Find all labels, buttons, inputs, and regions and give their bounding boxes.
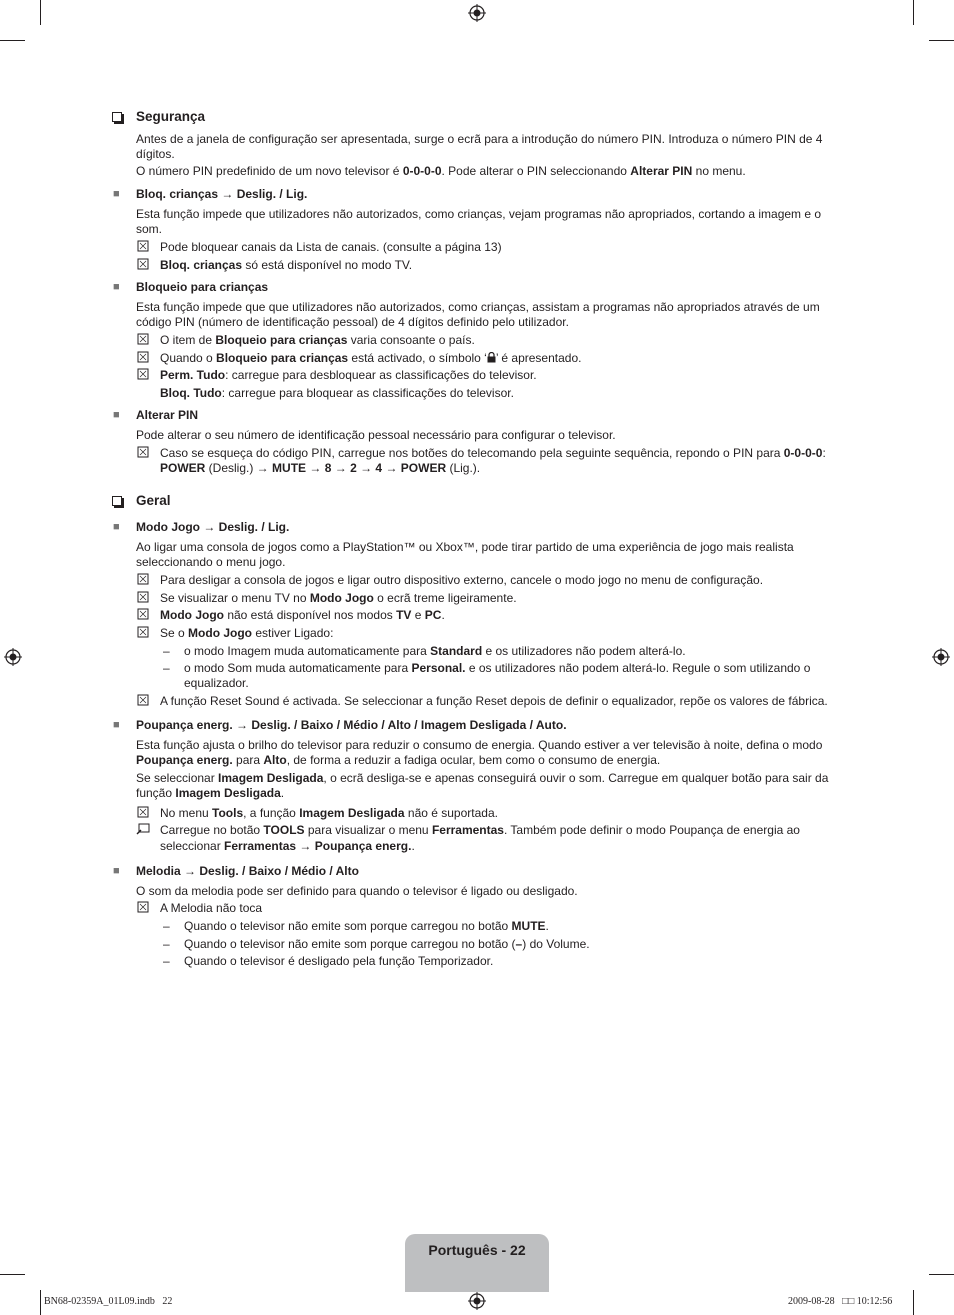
dash-item: Quando o televisor não emite som porque carregou no botão (–) do Volume. bbox=[184, 937, 590, 951]
note-text: Se visualizar o menu TV no Modo Jogo o ecrã treme ligeiramente. bbox=[160, 591, 517, 605]
crop-mark bbox=[0, 40, 25, 41]
section-title-seguranca: Segurança bbox=[136, 109, 206, 124]
note-text: Quando o Bloqueio para crianças está activado, o símbolo ‘ ’ é apresentado. bbox=[160, 351, 582, 365]
crop-mark bbox=[913, 0, 914, 25]
subheading-bloq-criancas: Bloq. crianças → Deslig. / Lig. bbox=[136, 187, 308, 201]
dash-bullet: – bbox=[163, 954, 170, 968]
note-icon bbox=[137, 240, 149, 252]
paragraph: seleccionando o menu jogo. bbox=[136, 555, 286, 569]
square-bullet-icon: ■ bbox=[113, 281, 120, 293]
paragraph: código PIN (número de identificação pessoal) de 4 dígitos definido pelo utilizador. bbox=[136, 315, 569, 329]
note-icon bbox=[137, 368, 149, 380]
crop-mark bbox=[40, 0, 41, 25]
note-icon bbox=[137, 258, 149, 270]
note-icon bbox=[137, 694, 149, 706]
registration-mark-icon bbox=[932, 648, 950, 666]
seguranca-intro: dígitos. bbox=[136, 147, 175, 161]
dash-bullet: – bbox=[163, 919, 170, 933]
subheading-alterar-pin: Alterar PIN bbox=[136, 408, 199, 422]
note-text: Se o Modo Jogo estiver Ligado: bbox=[160, 626, 334, 640]
note-icon bbox=[137, 333, 149, 345]
checkbox-icon bbox=[112, 496, 122, 506]
dash-bullet: – bbox=[163, 661, 170, 675]
paragraph: Pode alterar o seu número de identificação pessoal necessário para configurar o televisor. bbox=[136, 428, 616, 442]
paragraph: Esta função impede que utilizadores não autorizados, como crianças, vejam programas não apropriados, cortando a imagem e o bbox=[136, 207, 822, 221]
print-file-info: BN68-02359A_01L09.indb 22 bbox=[44, 1296, 173, 1307]
paragraph: Esta função impede que que utilizadores não autorizados, como crianças, assistam a programas não apropriados através de um bbox=[136, 300, 820, 314]
note-text: Bloq. crianças só está disponível no modo TV. bbox=[160, 258, 413, 272]
dash-item: equalizador. bbox=[184, 676, 249, 690]
paragraph: Esta função ajusta o brilho do televisor para reduzir o consumo de energia. Quando estiver a ver televisão à noite, defina o modo bbox=[136, 738, 823, 752]
paragraph: Ao ligar uma consola de jogos como a PlayStation™ ou Xbox™, pode tirar partido de uma experiência de jogo mais realista bbox=[136, 540, 794, 554]
paragraph: função Imagem Desligada. bbox=[136, 786, 285, 800]
note-icon bbox=[137, 901, 149, 913]
paragraph: Se seleccionar Imagem Desligada, o ecrã desliga-se e apenas conseguirá ouvir o som. Carregue em qualquer botão para sair da bbox=[136, 771, 829, 785]
note-icon bbox=[137, 573, 149, 585]
registration-mark-icon bbox=[4, 648, 22, 666]
subheading-poupanca: Poupança energ. → Deslig. / Baixo / Médio / Alto / Imagem Desligada / Auto. bbox=[136, 718, 567, 732]
crop-mark bbox=[913, 1290, 914, 1315]
registration-mark-icon bbox=[468, 4, 486, 22]
paragraph: Poupança energ. para Alto, de forma a reduzir a fadiga ocular, bem como o consumo de energia. bbox=[136, 753, 661, 767]
lock-icon bbox=[487, 352, 496, 363]
tools-text: Carregue no botão TOOLS para visualizar o menu Ferramentas. Também pode definir o modo Poupança de energia ao bbox=[160, 823, 800, 837]
crop-mark bbox=[929, 40, 954, 41]
dash-item: Quando o televisor não emite som porque carregou no botão MUTE. bbox=[184, 919, 549, 933]
note-text: A Melodia não toca bbox=[160, 901, 263, 915]
dash-bullet: – bbox=[163, 937, 170, 951]
dash-bullet: – bbox=[163, 644, 170, 658]
checkbox-icon bbox=[112, 112, 122, 122]
note-text: Perm. Tudo: carregue para desbloquear as classificações do televisor. bbox=[160, 368, 537, 382]
paragraph: som. bbox=[136, 222, 163, 236]
note-text: O item de Bloqueio para crianças varia consoante o país. bbox=[160, 333, 475, 347]
subheading-melodia: Melodia → Deslig. / Baixo / Médio / Alto bbox=[136, 864, 359, 878]
print-date-info: 2009-08-28 □□ 10:12:56 bbox=[788, 1296, 893, 1307]
dash-item: Quando o televisor é desligado pela função Temporizador. bbox=[184, 954, 494, 968]
note-text: Pode bloquear canais da Lista de canais. (consulte a página 13) bbox=[160, 240, 502, 254]
note-text: No menu Tools, a função Imagem Desligada não é suportada. bbox=[160, 806, 498, 820]
crop-mark bbox=[0, 1274, 25, 1275]
note-text: Caso se esqueça do código PIN, carregue nos botões do telecomando pela seguinte sequência, repondo o PIN para 0-0-0-0: bbox=[160, 446, 826, 460]
registration-mark-icon bbox=[468, 1292, 486, 1310]
page-number: Português - 22 bbox=[428, 1242, 526, 1258]
square-bullet-icon: ■ bbox=[113, 409, 120, 421]
note-icon bbox=[137, 351, 149, 363]
crop-mark bbox=[40, 1290, 41, 1315]
section-title-geral: Geral bbox=[136, 493, 171, 508]
seguranca-intro: Antes de a janela de configuração ser apresentada, surge o ecrã para a introdução do número PIN. Introduza o número PIN de 4 bbox=[136, 132, 823, 146]
seguranca-intro: O número PIN predefinido de um novo televisor é 0-0-0-0. Pode alterar o PIN seleccionando Alterar PIN no menu. bbox=[136, 164, 746, 178]
square-bullet-icon: ■ bbox=[113, 188, 120, 200]
note-text: Para desligar a consola de jogos e ligar outro dispositivo externo, cancele o modo jogo no menu de configuração. bbox=[160, 573, 764, 587]
note-icon bbox=[137, 446, 149, 458]
dash-item: o modo Imagem muda automaticamente para Standard e os utilizadores não podem alterá-lo. bbox=[184, 644, 686, 658]
subheading-bloqueio: Bloqueio para crianças bbox=[136, 280, 269, 294]
note-icon bbox=[137, 626, 149, 638]
note-text: Modo Jogo não está disponível nos modos TV e PC. bbox=[160, 608, 445, 622]
tools-icon bbox=[136, 823, 150, 835]
paragraph: O som da melodia pode ser definido para quando o televisor é ligado ou desligado. bbox=[136, 884, 578, 898]
subheading-modo-jogo: Modo Jogo → Deslig. / Lig. bbox=[136, 520, 290, 534]
dash-item: o modo Som muda automaticamente para Personal. e os utilizadores não podem alterá-lo. Regule o som utilizando o bbox=[184, 661, 811, 675]
note-icon bbox=[137, 608, 149, 620]
square-bullet-icon: ■ bbox=[113, 865, 120, 877]
note-text: A função Reset Sound é activada. Se seleccionar a função Reset depois de definir o equalizador, repõe os valores de fábrica. bbox=[160, 694, 828, 708]
tools-text: seleccionar Ferramentas → Poupança energ.. bbox=[160, 839, 415, 853]
square-bullet-icon: ■ bbox=[113, 521, 120, 533]
square-bullet-icon: ■ bbox=[113, 719, 120, 731]
note-text: Bloq. Tudo: carregue para bloquear as classificações do televisor. bbox=[160, 386, 514, 400]
crop-mark bbox=[929, 1274, 954, 1275]
note-icon bbox=[137, 806, 149, 818]
note-icon bbox=[137, 591, 149, 603]
note-text: POWER (Deslig.) → MUTE → 8 → 2 → 4 → POWER (Lig.). bbox=[160, 461, 481, 475]
